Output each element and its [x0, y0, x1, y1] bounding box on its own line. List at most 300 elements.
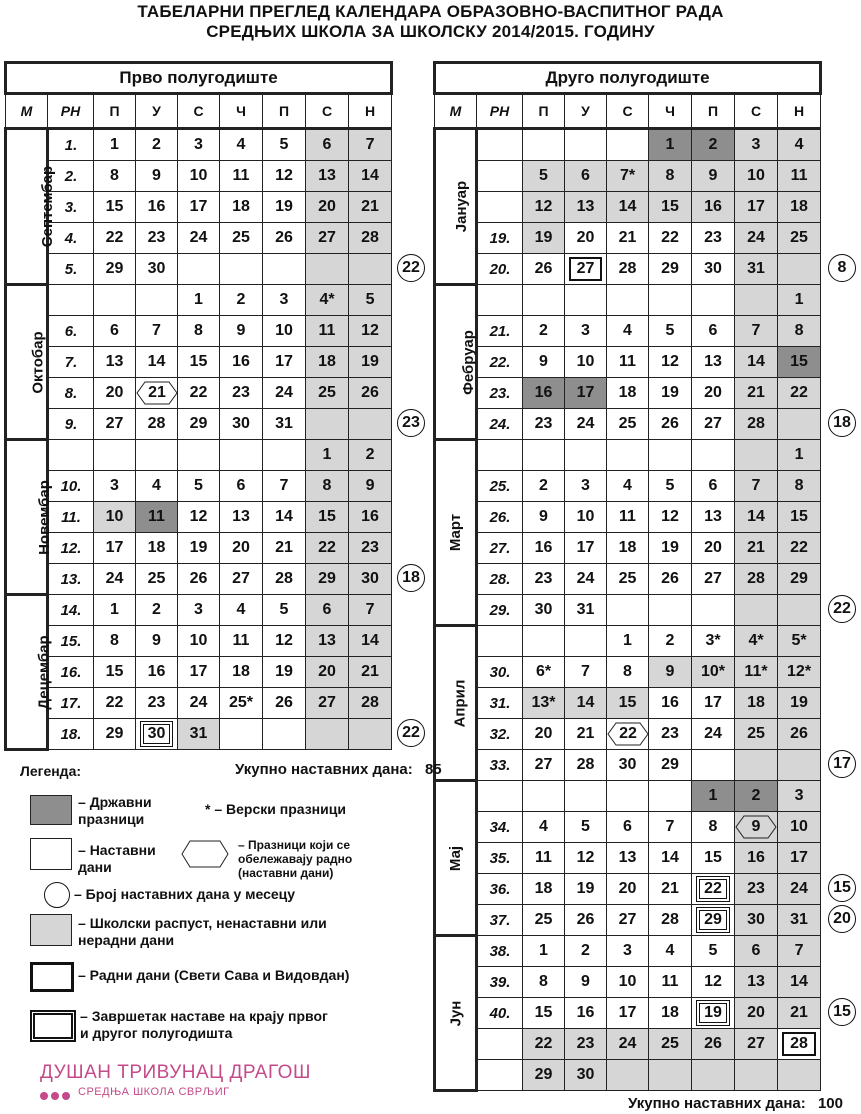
day-cell: 6 — [306, 595, 349, 626]
week-number: 10. — [48, 471, 94, 502]
day-cell: 3 — [263, 285, 306, 316]
day-cell — [94, 285, 136, 316]
day-cell: 23 — [565, 1029, 607, 1060]
day-cell: 31 — [263, 409, 306, 440]
day-cell: 1 — [778, 440, 821, 471]
week-number: 32. — [477, 719, 523, 750]
week-number — [477, 781, 523, 812]
day-cell — [306, 719, 349, 750]
week-row — [435, 378, 821, 409]
day-cell: 31 — [178, 719, 220, 750]
day-cell: 1 — [607, 626, 649, 657]
month-name — [435, 626, 477, 781]
day-cell: 8 — [94, 626, 136, 657]
month-name-text: Децембар — [35, 634, 53, 710]
legend-school-break: – Школски распуст, ненаставни или нерадни дани — [78, 915, 327, 948]
second-total-value: 100 — [817, 1095, 843, 1112]
week-number — [477, 1060, 523, 1091]
day-cell: 18 — [220, 192, 263, 223]
day-cell — [735, 285, 778, 316]
day-cell: 14 — [349, 626, 392, 657]
week-row — [435, 254, 821, 285]
day-cell: 2 — [136, 129, 178, 161]
day-cell: 21 — [778, 998, 821, 1029]
legend-marked-holidays: – Празници који се обележавају радно (наставни дани) — [238, 838, 353, 880]
day-cell: 8 — [649, 161, 692, 192]
week-number — [477, 192, 523, 223]
logo-dots — [40, 1088, 76, 1106]
column-header: П — [523, 94, 565, 129]
day-cell: 5 — [565, 812, 607, 843]
day-cell: 30 — [565, 1060, 607, 1091]
day-cell: 24 — [692, 719, 735, 750]
day-cell: 20 — [94, 378, 136, 409]
day-cell: 14 — [349, 161, 392, 192]
day-cell — [649, 440, 692, 471]
day-cell: 21 — [735, 533, 778, 564]
day-count-circle: 20 — [828, 905, 856, 933]
day-cell: 17 — [565, 533, 607, 564]
week-number: 36. — [477, 874, 523, 905]
day-cell: 16 — [565, 998, 607, 1029]
day-cell: 31 — [735, 254, 778, 285]
day-cell: 10 — [94, 502, 136, 533]
day-cell: 26 — [523, 254, 565, 285]
week-number: 8. — [48, 378, 94, 409]
day-cell: 23 — [220, 378, 263, 409]
day-cell: 28 — [649, 905, 692, 936]
day-cell: 28 — [565, 750, 607, 781]
week-row — [435, 533, 821, 564]
day-cell: 22 — [649, 223, 692, 254]
day-cell: 6 — [607, 812, 649, 843]
day-cell — [778, 254, 821, 285]
day-cell — [178, 440, 220, 471]
day-cell: 26 — [178, 564, 220, 595]
day-cell: 22 — [778, 378, 821, 409]
day-cell: 27 — [306, 223, 349, 254]
day-cell — [523, 285, 565, 316]
first-total-value: 85 — [424, 761, 442, 778]
day-cell: 19 — [649, 533, 692, 564]
month-name — [6, 285, 48, 440]
week-number: 34. — [477, 812, 523, 843]
day-cell — [306, 409, 349, 440]
week-number: 35. — [477, 843, 523, 874]
week-row — [6, 347, 392, 378]
day-cell: 17 — [692, 688, 735, 719]
day-cell: 29 — [778, 564, 821, 595]
day-cell: 1 — [94, 129, 136, 161]
week-row — [6, 316, 392, 347]
week-row — [6, 688, 392, 719]
day-cell: 16 — [649, 688, 692, 719]
day-cell — [735, 812, 778, 843]
day-cell: 12 — [349, 316, 392, 347]
day-cell: 8 — [607, 657, 649, 688]
day-cell: 18 — [523, 874, 565, 905]
marked-holiday-day: 22 — [619, 725, 637, 742]
week-row — [435, 409, 821, 440]
week-number: 24. — [477, 409, 523, 440]
week-number: 26. — [477, 502, 523, 533]
day-cell: 17 — [565, 378, 607, 409]
day-cell: 16 — [220, 347, 263, 378]
day-cell: 1 — [94, 595, 136, 626]
day-cell — [349, 254, 392, 285]
week-row — [435, 812, 821, 843]
day-cell: 13 — [735, 967, 778, 998]
day-cell: 4 — [220, 129, 263, 161]
week-row — [435, 905, 821, 936]
day-cell: 12 — [649, 347, 692, 378]
day-cell: 19 — [649, 378, 692, 409]
column-header: Н — [778, 94, 821, 129]
semester-header-row — [6, 63, 392, 94]
day-cell — [692, 874, 735, 905]
day-cell: 9 — [692, 161, 735, 192]
day-cell: 14 — [136, 347, 178, 378]
day-cell: 20 — [565, 223, 607, 254]
day-cell: 2 — [735, 781, 778, 812]
day-cell: 24 — [263, 378, 306, 409]
week-row — [435, 843, 821, 874]
day-cell: 14 — [735, 502, 778, 533]
legend-religious-holidays: * – Верски празници — [205, 801, 346, 817]
column-header: РН — [477, 94, 523, 129]
day-cell: 5* — [778, 626, 821, 657]
legend-teaching-days-text: Наставни дани — [78, 842, 156, 875]
day-cell: 2 — [649, 626, 692, 657]
day-cell: 1 — [692, 781, 735, 812]
day-cell: 15 — [523, 998, 565, 1029]
week-row — [6, 471, 392, 502]
day-cell: 14 — [778, 967, 821, 998]
marked-holiday-hexagon — [607, 722, 649, 746]
day-cell: 3 — [778, 781, 821, 812]
day-cell: 22 — [778, 533, 821, 564]
day-cell: 18 — [220, 657, 263, 688]
day-cell: 12 — [263, 161, 306, 192]
day-cell: 7 — [349, 129, 392, 161]
day-cell: 14 — [607, 192, 649, 223]
column-header: Ч — [220, 94, 263, 129]
day-cell: 20 — [220, 533, 263, 564]
day-cell — [565, 626, 607, 657]
day-cell: 3 — [607, 936, 649, 967]
day-cell: 4 — [778, 129, 821, 161]
day-cell: 21 — [349, 192, 392, 223]
day-cell: 9 — [649, 657, 692, 688]
day-cell: 5 — [263, 129, 306, 161]
day-cell: 5 — [523, 161, 565, 192]
month-name-text: Март — [447, 513, 464, 552]
day-cell: 22 — [306, 533, 349, 564]
day-cell: 23 — [523, 409, 565, 440]
day-cell: 19 — [778, 688, 821, 719]
day-cell — [692, 285, 735, 316]
day-cell: 28 — [349, 688, 392, 719]
day-count-circle: 22 — [828, 595, 856, 623]
legend-swatch-working-days — [30, 962, 74, 992]
week-number: 37. — [477, 905, 523, 936]
day-cell: 13 — [306, 626, 349, 657]
first-semester-table — [4, 61, 393, 751]
day-cell: 8 — [94, 161, 136, 192]
second-semester-total — [628, 1095, 843, 1112]
day-cell: 16 — [523, 378, 565, 409]
day-cell: 11 — [778, 161, 821, 192]
legend-state-holidays: – Државни празници — [78, 794, 152, 827]
day-cell: 15 — [778, 347, 821, 378]
legend-swatch-school-break — [30, 914, 72, 946]
week-row — [6, 409, 392, 440]
school-name: СРЕДЊА ШКОЛА СВРЉИГ — [78, 1086, 230, 1098]
day-cell: 16 — [523, 533, 565, 564]
week-number: 5. — [48, 254, 94, 285]
day-cell — [220, 254, 263, 285]
document-title-line2: СРЕДЊИХ ШКОЛА ЗА ШКОЛСКУ 2014/2015. ГОДИНУ — [206, 22, 655, 41]
day-cell: 17 — [735, 192, 778, 223]
day-cell: 11 — [607, 347, 649, 378]
week-number: 21. — [477, 316, 523, 347]
day-cell — [778, 1060, 821, 1091]
day-cell: 31 — [778, 905, 821, 936]
day-cell: 23 — [523, 564, 565, 595]
day-cell: 7 — [349, 595, 392, 626]
day-cell: 25 — [607, 409, 649, 440]
day-cell: 14 — [565, 688, 607, 719]
day-cell: 18 — [306, 347, 349, 378]
first-semester-total — [235, 761, 442, 778]
day-cell: 10 — [565, 502, 607, 533]
day-cell: 30 — [692, 254, 735, 285]
day-cell — [306, 254, 349, 285]
day-cell: 28 — [349, 223, 392, 254]
day-cell — [220, 440, 263, 471]
day-cell: 27 — [607, 905, 649, 936]
day-cell: 25 — [220, 223, 263, 254]
day-cell: 10 — [778, 812, 821, 843]
day-cell — [565, 285, 607, 316]
semester-end-box: 22 — [696, 876, 730, 902]
second-semester-table — [433, 61, 822, 1092]
day-cell: 27 — [692, 409, 735, 440]
week-number: 13. — [48, 564, 94, 595]
week-row — [435, 564, 821, 595]
week-row — [435, 1029, 821, 1060]
day-cell: 6 — [306, 129, 349, 161]
week-row — [435, 657, 821, 688]
working-day-box: 28 — [782, 1032, 816, 1056]
day-cell: 1 — [778, 285, 821, 316]
day-cell: 19 — [263, 192, 306, 223]
month-name — [435, 129, 477, 285]
day-cell — [778, 409, 821, 440]
day-count-circle: 8 — [828, 254, 856, 282]
day-cell: 18 — [136, 533, 178, 564]
day-cell — [565, 129, 607, 161]
day-cell: 21 — [349, 657, 392, 688]
week-row — [6, 564, 392, 595]
day-cell: 17 — [263, 347, 306, 378]
day-cell — [735, 750, 778, 781]
day-cell: 26 — [263, 688, 306, 719]
day-cell — [263, 254, 306, 285]
week-number: 19. — [477, 223, 523, 254]
day-cell: 9 — [523, 502, 565, 533]
day-cell — [523, 129, 565, 161]
day-cell: 8 — [778, 471, 821, 502]
day-cell: 7 — [735, 471, 778, 502]
day-cell: 27 — [523, 750, 565, 781]
week-row — [6, 502, 392, 533]
day-cell: 22 — [94, 688, 136, 719]
day-cell — [778, 595, 821, 626]
day-cell: 11 — [607, 502, 649, 533]
month-name — [6, 129, 57, 285]
day-cell: 23 — [136, 223, 178, 254]
day-cell: 8 — [692, 812, 735, 843]
day-cell: 9 — [136, 161, 178, 192]
day-cell — [565, 781, 607, 812]
day-cell: 17 — [94, 533, 136, 564]
week-number — [477, 161, 523, 192]
day-cell: 29 — [649, 750, 692, 781]
day-cell: 20 — [523, 719, 565, 750]
day-cell: 10 — [178, 161, 220, 192]
day-cell: 16 — [136, 657, 178, 688]
author-name: ДУШАН ТРИВУНАЦ ДРАГОШ — [40, 1062, 311, 1083]
day-cell — [136, 719, 178, 750]
day-count-circle: 17 — [828, 750, 856, 778]
column-header: С — [735, 94, 778, 129]
week-number: 25. — [477, 471, 523, 502]
day-cell: 19 — [565, 874, 607, 905]
day-cell — [649, 595, 692, 626]
day-cell: 17 — [178, 192, 220, 223]
week-number: 6. — [48, 316, 94, 347]
day-cell: 31 — [565, 595, 607, 626]
day-cell: 25 — [735, 719, 778, 750]
week-number: 7. — [48, 347, 94, 378]
month-name — [6, 440, 53, 595]
day-cell: 23 — [649, 719, 692, 750]
day-count-circle: 22 — [397, 254, 425, 282]
day-cell: 28 — [263, 564, 306, 595]
day-cell: 27 — [306, 688, 349, 719]
day-cell: 3 — [178, 595, 220, 626]
column-header: П — [94, 94, 136, 129]
day-cell: 17 — [607, 998, 649, 1029]
week-number: 31. — [477, 688, 523, 719]
day-cell: 21 — [565, 719, 607, 750]
day-cell: 3 — [735, 129, 778, 161]
day-cell: 7 — [649, 812, 692, 843]
day-cell — [778, 750, 821, 781]
day-cell: 7 — [136, 316, 178, 347]
month-name-text: Новембар — [35, 479, 53, 555]
marked-holiday-hexagon — [735, 815, 777, 839]
day-cell — [607, 440, 649, 471]
second-total-label: Укупно наставних дана: — [628, 1095, 806, 1112]
day-cell: 25 — [607, 564, 649, 595]
day-cell: 16 — [136, 192, 178, 223]
legend-days-count: – Број наставних дана у месецу — [74, 886, 296, 902]
day-cell: 6* — [523, 657, 565, 688]
day-cell — [263, 719, 306, 750]
month-name — [435, 781, 477, 936]
column-header: С — [306, 94, 349, 129]
week-number: 17. — [48, 688, 94, 719]
day-cell: 20 — [692, 378, 735, 409]
day-cell: 29 — [649, 254, 692, 285]
column-header: П — [263, 94, 306, 129]
day-cell: 15 — [778, 502, 821, 533]
day-cell: 2 — [220, 285, 263, 316]
week-row — [6, 440, 392, 471]
day-cell: 5 — [649, 471, 692, 502]
day-cell: 18 — [649, 998, 692, 1029]
day-cell: 24 — [607, 1029, 649, 1060]
week-row — [435, 595, 821, 626]
day-cell: 13* — [523, 688, 565, 719]
day-cell — [607, 781, 649, 812]
day-cell: 10 — [565, 347, 607, 378]
column-header: С — [607, 94, 649, 129]
day-cell: 15 — [94, 657, 136, 688]
day-cell: 4* — [306, 285, 349, 316]
day-cell — [523, 440, 565, 471]
document-title-line1: ТАБЕЛАРНИ ПРЕГЛЕД КАЛЕНДАРА ОБРАЗОВНО-ВАСПИТНОГ РАДА — [137, 2, 724, 21]
day-cell — [607, 129, 649, 161]
day-cell: 10 — [263, 316, 306, 347]
day-cell: 5 — [263, 595, 306, 626]
day-cell: 11 — [306, 316, 349, 347]
day-cell: 2 — [136, 595, 178, 626]
day-cell: 27 — [94, 409, 136, 440]
month-name-text: Октобар — [29, 330, 47, 394]
week-row — [6, 254, 392, 285]
day-cell: 7 — [565, 657, 607, 688]
marked-holiday-day: 21 — [148, 384, 166, 401]
week-number: 14. — [48, 595, 94, 626]
day-cell: 19 — [523, 223, 565, 254]
day-cell: 24 — [178, 688, 220, 719]
day-cell: 3 — [565, 471, 607, 502]
day-cell — [349, 409, 392, 440]
week-number: 40. — [477, 998, 523, 1029]
day-cell: 4 — [220, 595, 263, 626]
marked-holiday-day: 9 — [751, 818, 761, 835]
day-cell: 23 — [735, 874, 778, 905]
day-cell: 27 — [735, 1029, 778, 1060]
month-name-text: Септембар — [39, 165, 57, 248]
marked-holiday-hexagon — [136, 381, 178, 405]
day-cell: 30 — [607, 750, 649, 781]
day-cell: 18 — [607, 533, 649, 564]
day-cell: 30 — [220, 409, 263, 440]
day-cell: 2 — [565, 936, 607, 967]
day-cell: 26 — [692, 1029, 735, 1060]
day-count-circle: 18 — [828, 409, 856, 437]
day-cell — [649, 1060, 692, 1091]
legend-swatch-semester-end — [30, 1010, 76, 1042]
day-cell: 20 — [692, 533, 735, 564]
month-name-text: Јун — [447, 1000, 464, 1026]
day-cell: 11 — [136, 502, 178, 533]
week-number — [477, 626, 523, 657]
